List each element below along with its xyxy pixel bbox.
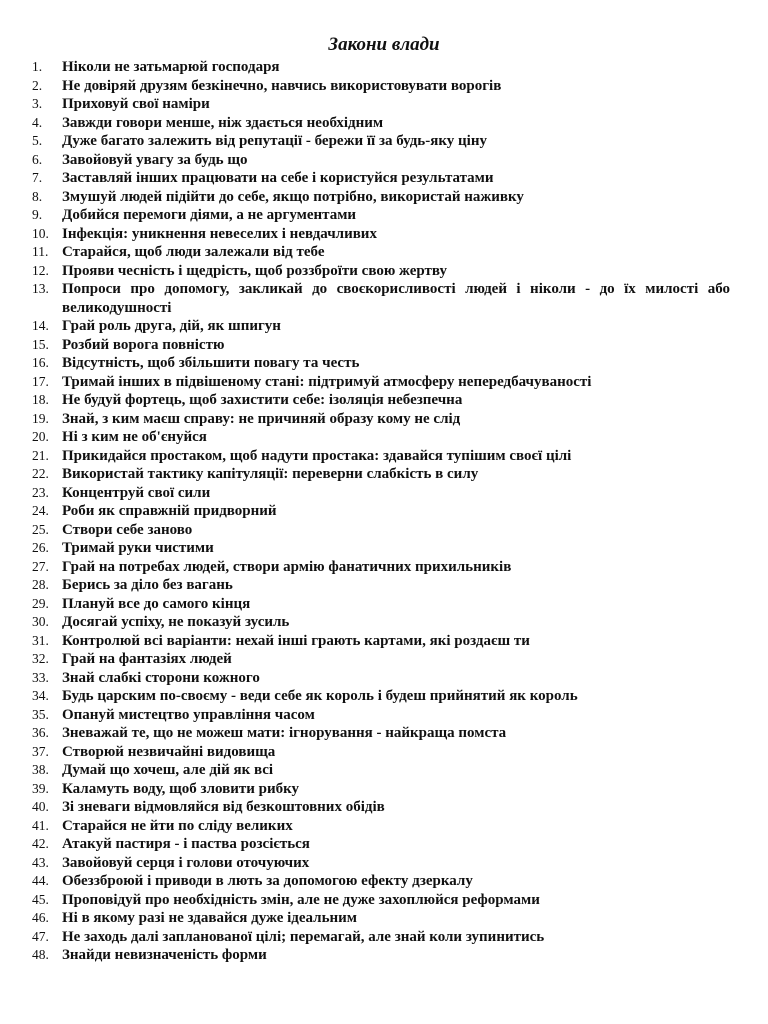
law-number: 7. — [32, 170, 43, 185]
law-item — [32, 243, 730, 262]
law-item — [32, 909, 730, 928]
law-number: 41. — [32, 817, 49, 833]
law-item — [32, 595, 730, 614]
law-item — [32, 687, 730, 706]
law-item — [32, 114, 730, 133]
law-number: 47. — [32, 928, 49, 944]
law-item — [32, 502, 730, 521]
law-text: Грай роль друга, дій, як шпигун — [62, 318, 281, 334]
law-number: 19. — [32, 410, 49, 426]
law-item — [32, 928, 730, 947]
law-number: 48. — [32, 947, 49, 962]
law-item — [32, 132, 730, 151]
law-number: 34. — [32, 688, 49, 703]
law-number: 28. — [32, 577, 49, 592]
law-number: 35. — [32, 706, 49, 722]
law-number: 38. — [32, 762, 49, 777]
law-number: 31. — [32, 632, 49, 648]
law-item — [32, 58, 730, 77]
law-number: 12. — [32, 262, 49, 278]
law-text: Старайся не йти по сліду великих — [62, 817, 293, 834]
law-text: Завойовуй увагу за будь що — [62, 151, 248, 168]
law-item — [32, 780, 730, 799]
law-number: 42. — [32, 836, 49, 851]
law-text: Тримай руки чистими — [62, 540, 214, 556]
law-item — [32, 336, 730, 355]
law-text: Атакуй пастиря - і паства розсіється — [62, 836, 310, 852]
laws-list — [32, 58, 730, 965]
law-item — [32, 484, 730, 503]
law-item — [32, 95, 730, 114]
law-item — [32, 872, 730, 891]
law-item — [32, 835, 730, 854]
law-text: Знай слабкі сторони кожного — [62, 669, 260, 686]
law-number: 26. — [32, 540, 49, 555]
law-number: 39. — [32, 780, 49, 796]
law-number: 23. — [32, 484, 49, 500]
law-number: 20. — [32, 429, 49, 444]
law-text: Дуже багато залежить від репутації - бережи її за будь-яку ціну — [62, 133, 487, 149]
law-item — [32, 225, 730, 244]
law-number: 5. — [32, 133, 43, 148]
law-number: 17. — [32, 373, 49, 389]
law-number: 30. — [32, 614, 49, 629]
law-text: Знай, з ким маєш справу: не причиняй образу кому не слід — [62, 410, 461, 427]
law-item — [32, 817, 730, 836]
law-item — [32, 706, 730, 725]
law-item — [32, 151, 730, 170]
law-item — [32, 743, 730, 762]
law-number: 22. — [32, 466, 49, 481]
law-item — [32, 946, 730, 965]
law-number: 33. — [32, 669, 49, 685]
law-number: 40. — [32, 799, 49, 814]
law-item — [32, 632, 730, 651]
law-item — [32, 169, 730, 188]
law-item — [32, 317, 730, 336]
law-item — [32, 650, 730, 669]
law-item — [32, 521, 730, 540]
law-number: 25. — [32, 521, 49, 537]
law-item — [32, 613, 730, 632]
law-text: Каламуть воду, щоб зловити рибку — [62, 780, 300, 797]
law-number: 4. — [32, 114, 43, 130]
law-text: Старайся, щоб люди залежали від тебе — [62, 244, 325, 260]
law-number: 46. — [32, 910, 49, 925]
law-text: Змушуй людей підійти до себе, якщо потрібно, використай наживку — [62, 188, 524, 205]
law-item — [32, 373, 730, 392]
law-item — [32, 354, 730, 373]
law-text: Обеззброюй і приводи в лють за допомогою ефекту дзеркалу — [62, 873, 473, 889]
law-text: Приховуй свої наміри — [62, 96, 210, 112]
document-title: Закони влади — [328, 34, 440, 55]
law-text: Використай тактику капітуляції: переверни слабкість в силу — [62, 466, 479, 482]
law-text: Грай на фантазіях людей — [62, 651, 232, 667]
law-text: Ні з ким не об'єнуйся — [62, 429, 207, 445]
law-number: 18. — [32, 392, 49, 407]
law-text: Не довіряй друзям безкінечно, навчись використовувати ворогів — [62, 77, 502, 94]
law-number: 3. — [32, 96, 43, 111]
law-item — [32, 539, 730, 558]
law-number: 8. — [32, 188, 43, 204]
law-item — [32, 891, 730, 910]
law-text: Грай на потребах людей, створи армію фанатичних прихильників — [62, 558, 512, 575]
law-text: Розбий ворога повністю — [62, 336, 225, 353]
law-text: Створи себе заново — [62, 521, 193, 538]
law-item — [32, 391, 730, 410]
law-number: 21. — [32, 447, 49, 463]
law-text: Інфекція: уникнення невеселих і невдачливих — [62, 225, 377, 242]
law-text: Прояви чесність і щедрість, щоб роззброїти свою жертву — [62, 262, 447, 279]
law-text: Попроси про допомогу, закликай до своєкорисливості людей і ніколи - до їх милості або великодушності — [62, 281, 730, 316]
law-text: Думай що хочеш, але дій як всі — [62, 762, 274, 778]
law-number: 14. — [32, 318, 49, 333]
law-item — [32, 262, 730, 281]
law-text: Концентруй свої сили — [62, 484, 211, 501]
law-text: Завжди говори менше, ніж здається необхідним — [62, 114, 384, 131]
law-item — [32, 188, 730, 207]
law-number: 13. — [32, 281, 49, 296]
law-text: Заставляй інших працювати на себе і користуйся результатами — [62, 170, 494, 186]
law-item — [32, 428, 730, 447]
law-text: Опануй мистецтво управління часом — [62, 706, 315, 723]
law-item — [32, 576, 730, 595]
law-item — [32, 558, 730, 577]
law-text: Плануй все до самого кінця — [62, 595, 251, 612]
law-item — [32, 465, 730, 484]
law-text: Не будуй фортець, щоб захистити себе: ізоляція небезпечна — [62, 392, 463, 408]
law-number: 32. — [32, 651, 49, 666]
law-number: 11. — [32, 244, 49, 259]
law-number: 36. — [32, 725, 49, 740]
law-item — [32, 206, 730, 225]
law-text: Контролюй всі варіанти: нехай інші грають картами, які роздаєш ти — [62, 632, 530, 649]
law-text: Роби як справжній придворний — [62, 503, 277, 519]
law-number: 10. — [32, 225, 49, 241]
law-number: 43. — [32, 854, 49, 870]
law-text: Знайди невизначеність форми — [62, 947, 267, 963]
law-number: 9. — [32, 207, 43, 222]
law-number: 15. — [32, 336, 49, 352]
law-text: Зневажай те, що не можеш мати: ігнорування - найкраща помста — [62, 725, 507, 741]
law-item — [32, 798, 730, 817]
law-number: 29. — [32, 595, 49, 611]
law-text: Відсутність, щоб збільшити повагу та честь — [62, 355, 360, 371]
law-number: 24. — [32, 503, 49, 518]
law-number: 44. — [32, 873, 49, 888]
law-item — [32, 761, 730, 780]
law-text: Завойовуй серця і голови оточуючих — [62, 854, 310, 871]
law-number: 6. — [32, 151, 43, 167]
law-number: 2. — [32, 77, 43, 93]
law-text: Будь царским по-своєму - веди себе як король і будеш прийнятий як король — [62, 688, 578, 704]
law-text: Берись за діло без вагань — [62, 577, 233, 593]
law-item — [32, 854, 730, 873]
law-text: Ніколи не затьмарюй господаря — [62, 59, 280, 75]
law-text: Проповідуй про необхідність змін, але не дуже захоплюйся реформами — [62, 891, 540, 908]
law-item — [32, 280, 730, 317]
law-item — [32, 77, 730, 96]
law-text: Створюй незвичайні видовища — [62, 743, 276, 760]
law-text: Ні в якому разі не здавайся дуже ідеальним — [62, 910, 357, 926]
law-number: 27. — [32, 558, 49, 574]
law-number: 16. — [32, 355, 49, 370]
law-number: 37. — [32, 743, 49, 759]
law-item — [32, 410, 730, 429]
law-text: Прикидайся простаком, щоб надути простака: здавайся тупішим своєї цілі — [62, 447, 572, 464]
law-text: Досягай успіху, не показуй зусиль — [62, 614, 290, 630]
law-item — [32, 447, 730, 466]
law-number: 1. — [32, 59, 43, 74]
law-text: Не заходь далі запланованої цілі; перемагай, але знай коли зупинитись — [62, 928, 545, 945]
law-item — [32, 669, 730, 688]
law-text: Тримай інших в підвішеному стані: підтримуй атмосферу непередбачуваності — [62, 373, 592, 390]
law-text: Зі зневаги відмовляйся від безкоштовних обідів — [62, 799, 385, 815]
law-number: 45. — [32, 891, 49, 907]
law-text: Добийся перемоги діями, а не аргументами — [62, 207, 357, 223]
law-item — [32, 724, 730, 743]
